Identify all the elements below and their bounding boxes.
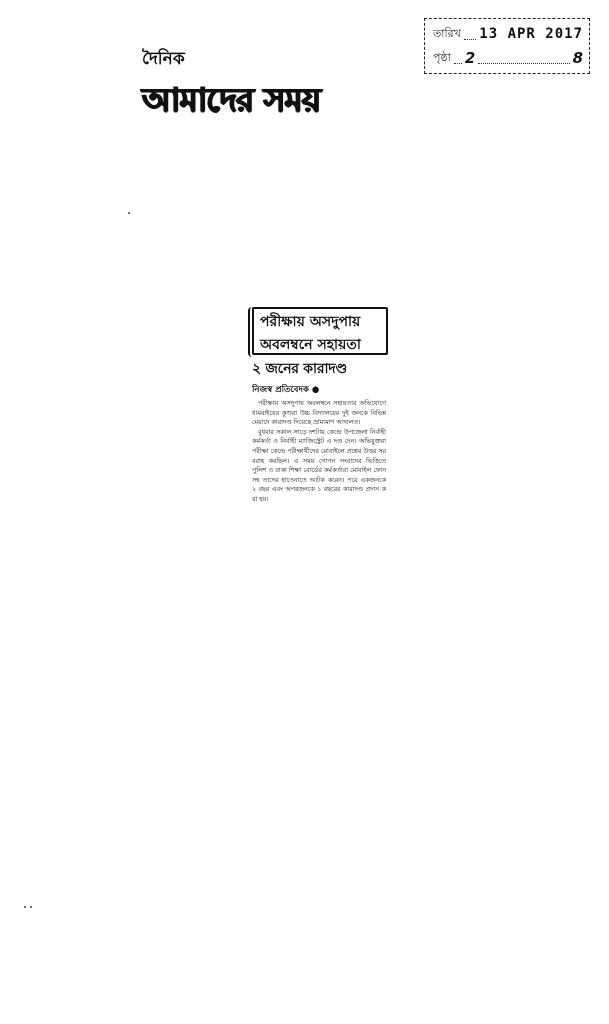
- stamp-page-value: 2: [464, 49, 476, 67]
- headline-line-2: অবলম্বনে সহায়তা: [260, 337, 361, 353]
- scan-speck: [30, 906, 32, 908]
- article-paragraph: বুধবার সকাল সাড়ে দশটায় কেন্দ্রে উপজেলা নির্বাহী কর্মকর্তা ও নির্বাহী ম্যাজিস্ট্রেট এ দণ্ড দেন। অভিযুক্তরা পরীক্ষা কেন্দ্রে পরীক্ষার্থীদের মোবাইলে প্রশ্নের উত্তর সরবরাহ করছিল। এ সময় গোপন সংবাদের ভিত্তিতে পুলিশ ও ঢাকা শিক্ষা বোর্ডের কর্মকর্তারা মোবাইল ফোনসহ তাদের হাতেনাতে আটক করেন। পরে একজনকে ২ বছর এবং অপরজনকে ১ বছরের কারাদণ্ড প্রদান করা হয়।: [252, 428, 386, 503]
- date-stamp: [424, 18, 590, 74]
- headline-line-1: পরীক্ষায় অসদুপায়: [260, 314, 361, 330]
- scan-speck: [128, 212, 130, 214]
- masthead-title: আমাদের সময়: [142, 80, 321, 119]
- stamp-dotted-line: [478, 53, 569, 64]
- stamp-page-row: [433, 47, 583, 69]
- stamp-page-label: পৃষ্ঠা: [433, 50, 451, 64]
- scan-speck: [24, 906, 26, 908]
- stamp-date-value: 13 APR 2017: [479, 26, 583, 42]
- byline: নিজস্ব প্রতিবেদক ●: [252, 385, 320, 395]
- news-clipping: [252, 307, 388, 505]
- stamp-date-label: তারিখ: [433, 26, 461, 40]
- article-paragraph: পরীক্ষায় অসদুপায় অবলম্বনে সহায়তার অভিযোগে ধামরাইয়ের কুশুরা উচ্চ বিদ্যালয়ের দুই জনকে বিভিন্ন মেয়াদে কারাদণ্ড দিয়েছে ভ্রাম্যমাণ আদালত।: [252, 400, 386, 427]
- stamp-dotted-line: [454, 53, 462, 64]
- headline-bracket: [248, 307, 255, 357]
- sub-headline: ২ জনের কারাদণ্ড: [252, 361, 347, 377]
- masthead-daily-label: দৈনিক: [142, 49, 185, 69]
- stamp-column-value: 8: [572, 49, 583, 67]
- headline-box: [252, 307, 388, 355]
- stamp-date-row: [433, 23, 583, 45]
- stamp-dotted-line: [464, 29, 476, 40]
- article-body: [252, 399, 386, 505]
